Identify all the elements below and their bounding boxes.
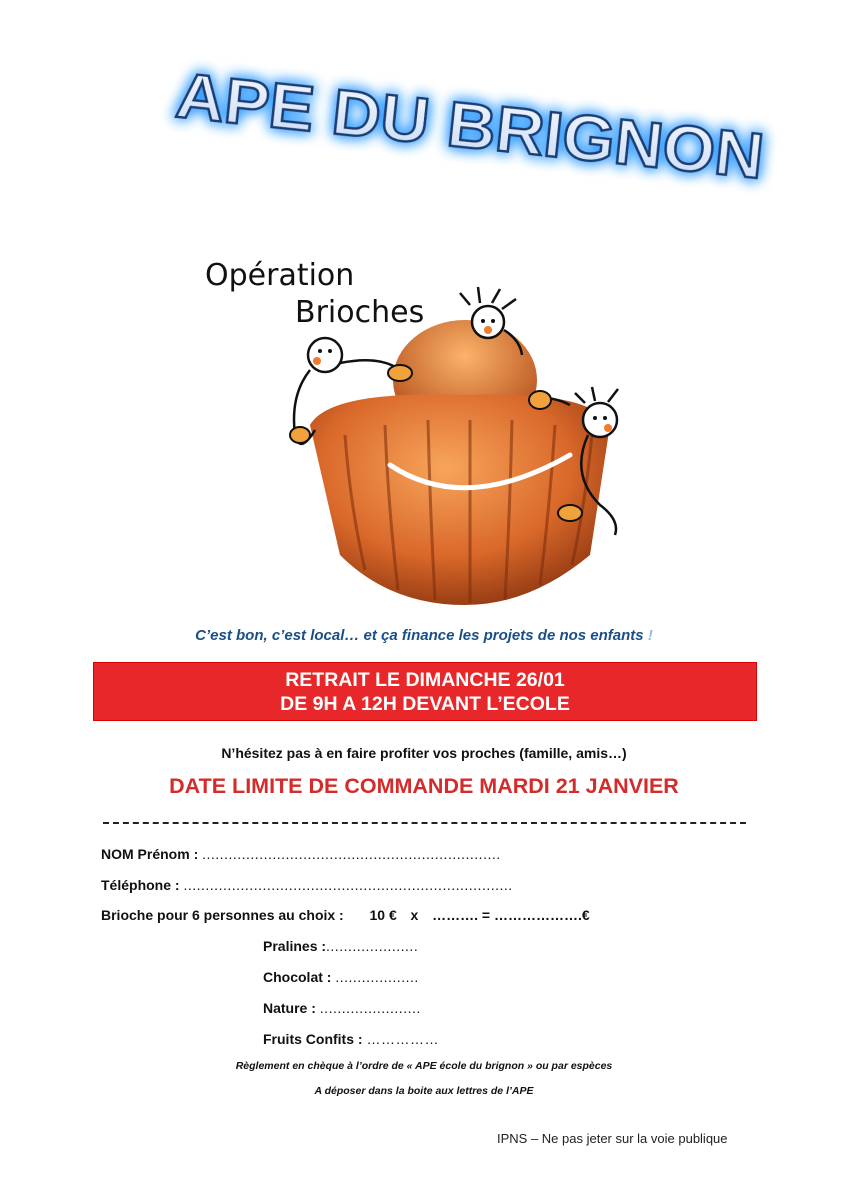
option-fruits-confits-field[interactable]: …………… bbox=[366, 1031, 439, 1047]
name-label: NOM Prénom : bbox=[101, 846, 199, 862]
total-field[interactable]: ……………….€ bbox=[493, 907, 590, 923]
quantity-field[interactable]: ………. = bbox=[432, 907, 491, 923]
slogan bbox=[0, 627, 848, 644]
logo-line2: Brioches bbox=[295, 295, 425, 330]
brioche-label: Brioche pour 6 personnes au choix : bbox=[101, 907, 344, 923]
option-nature-row[interactable] bbox=[263, 1000, 421, 1016]
pickup-banner bbox=[93, 662, 757, 721]
footer-ipns: IPNS – Ne pas jeter sur la voie publique bbox=[497, 1131, 728, 1146]
name-field[interactable]: .................................................................... bbox=[202, 846, 501, 862]
drop-off-note: A déposer dans la boite aux lettres de l’APE bbox=[314, 1085, 534, 1097]
pickup-line-1: RETRAIT LE DIMANCHE 26/01 bbox=[285, 668, 565, 691]
brioche-price: 10 € bbox=[369, 907, 397, 923]
option-label: Chocolat : bbox=[263, 969, 332, 985]
brioche-order-row bbox=[101, 907, 590, 923]
option-fruits-confits-row[interactable] bbox=[263, 1031, 439, 1047]
order-deadline: DATE LIMITE DE COMMANDE MARDI 21 JANVIER bbox=[169, 774, 679, 798]
option-pralines-row[interactable] bbox=[263, 938, 418, 954]
name-field-row[interactable] bbox=[101, 846, 501, 862]
option-label: Fruits Confits : bbox=[263, 1031, 363, 1047]
cut-line-divider bbox=[103, 822, 746, 824]
option-label: Nature : bbox=[263, 1000, 316, 1016]
slogan-exclamation: ! bbox=[647, 627, 653, 644]
multiply-sign: x bbox=[410, 907, 419, 923]
option-pralines-field[interactable]: ..................... bbox=[326, 938, 419, 954]
phone-field[interactable]: ........................................................................... bbox=[183, 877, 513, 893]
phone-label: Téléphone : bbox=[101, 877, 180, 893]
logo-line1: Opération bbox=[205, 258, 355, 293]
slogan-text: C’est bon, c’est local… et ça finance les projets de nos enfants bbox=[195, 627, 644, 644]
payment-note: Règlement en chèque à l’ordre de « APE école du brignon » ou par espèces bbox=[235, 1060, 613, 1072]
option-chocolat-row[interactable] bbox=[263, 969, 419, 985]
brioche-illustration bbox=[270, 285, 650, 610]
option-nature-field[interactable]: ....................... bbox=[319, 1000, 421, 1016]
page-title bbox=[150, 59, 790, 258]
share-note: N’hésitez pas à en faire profiter vos proches (famille, amis…) bbox=[221, 745, 627, 761]
title-text: APE DU BRIGNON bbox=[172, 59, 740, 190]
phone-field-row[interactable] bbox=[101, 877, 513, 893]
option-label: Pralines : bbox=[263, 938, 327, 954]
option-chocolat-field[interactable]: ................... bbox=[335, 969, 419, 985]
pickup-line-2: DE 9H A 12H DEVANT L’ECOLE bbox=[280, 692, 570, 715]
